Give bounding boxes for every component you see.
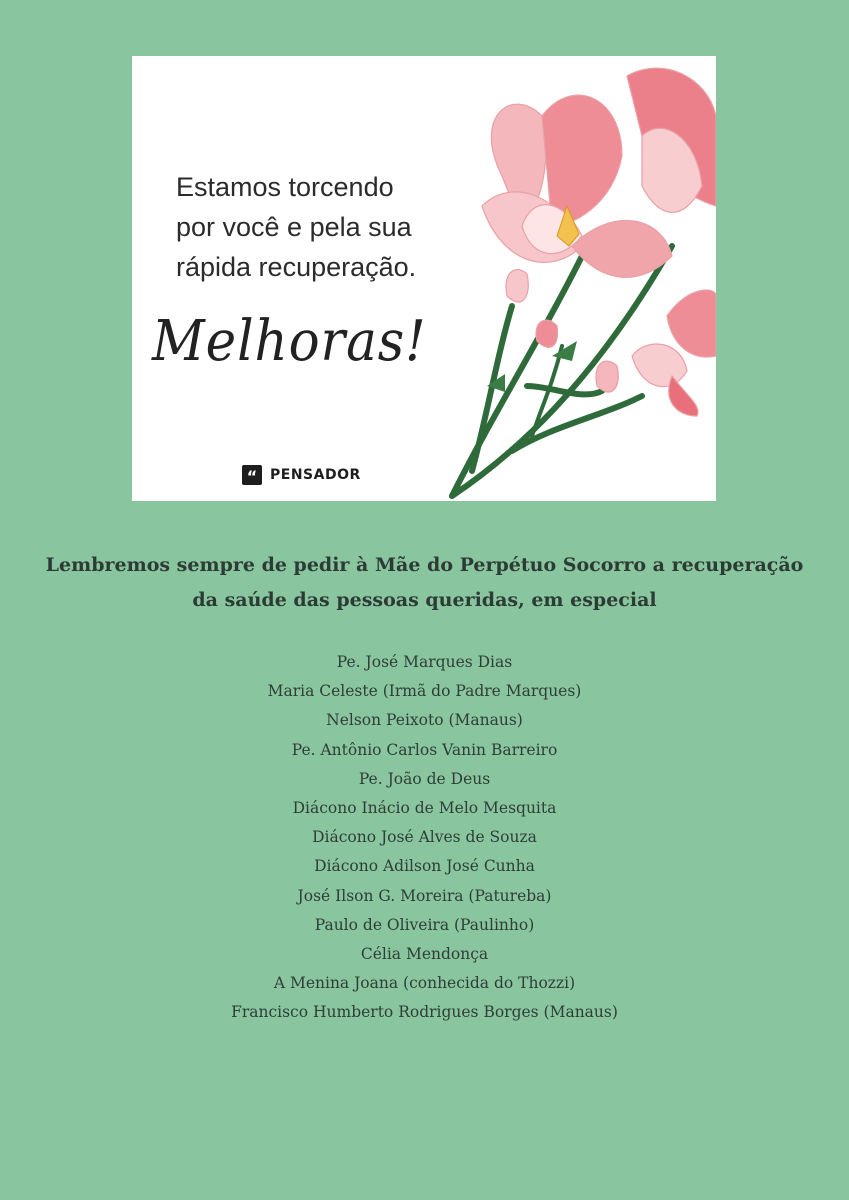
melhoras-script-text: Melhoras! bbox=[152, 309, 427, 374]
list-item: Paulo de Oliveira (Paulinho) bbox=[314, 915, 535, 934]
prayer-names-list bbox=[100, 648, 749, 1028]
pensador-logo bbox=[242, 465, 361, 485]
list-item: Pe. João de Deus bbox=[358, 769, 491, 788]
list-item: Diácono Adilson José Cunha bbox=[314, 857, 535, 876]
list-item: Nelson Peixoto (Manaus) bbox=[326, 711, 523, 730]
card-text-line-3: rápida recuperação. bbox=[176, 252, 417, 282]
get-well-card-image bbox=[132, 56, 716, 501]
list-item: Pe. Antônio Carlos Vanin Barreiro bbox=[291, 740, 558, 759]
flower-illustration bbox=[432, 56, 716, 501]
card-text-line-1: Estamos torcendo bbox=[176, 172, 394, 202]
logo-text: PENSADOR bbox=[270, 467, 361, 483]
list-item: Diácono Inácio de Melo Mesquita bbox=[292, 799, 557, 818]
card-text-line-2: por você e pela sua bbox=[176, 212, 412, 242]
intro-heading bbox=[40, 548, 809, 618]
list-item: Célia Mendonça bbox=[360, 945, 489, 964]
list-item: Maria Celeste (Irmã do Padre Marques) bbox=[267, 682, 582, 701]
list-item: Francisco Humberto Rodrigues Borges (Manaus) bbox=[231, 1003, 618, 1022]
list-item: Pe. José Marques Dias bbox=[336, 653, 513, 671]
intro-heading-line-1: Lembremos sempre de pedir à Mãe do Perpétuo Socorro a recuperação bbox=[45, 554, 804, 576]
intro-heading-line-2: da saúde das pessoas queridas, em especial bbox=[192, 589, 657, 611]
list-item: José Ilson G. Moreira (Patureba) bbox=[297, 886, 552, 905]
list-item: Diácono José Alves de Souza bbox=[312, 828, 537, 847]
quote-icon: “ bbox=[242, 465, 262, 485]
list-item: A Menina Joana (conhecida do Thozzi) bbox=[273, 974, 576, 993]
